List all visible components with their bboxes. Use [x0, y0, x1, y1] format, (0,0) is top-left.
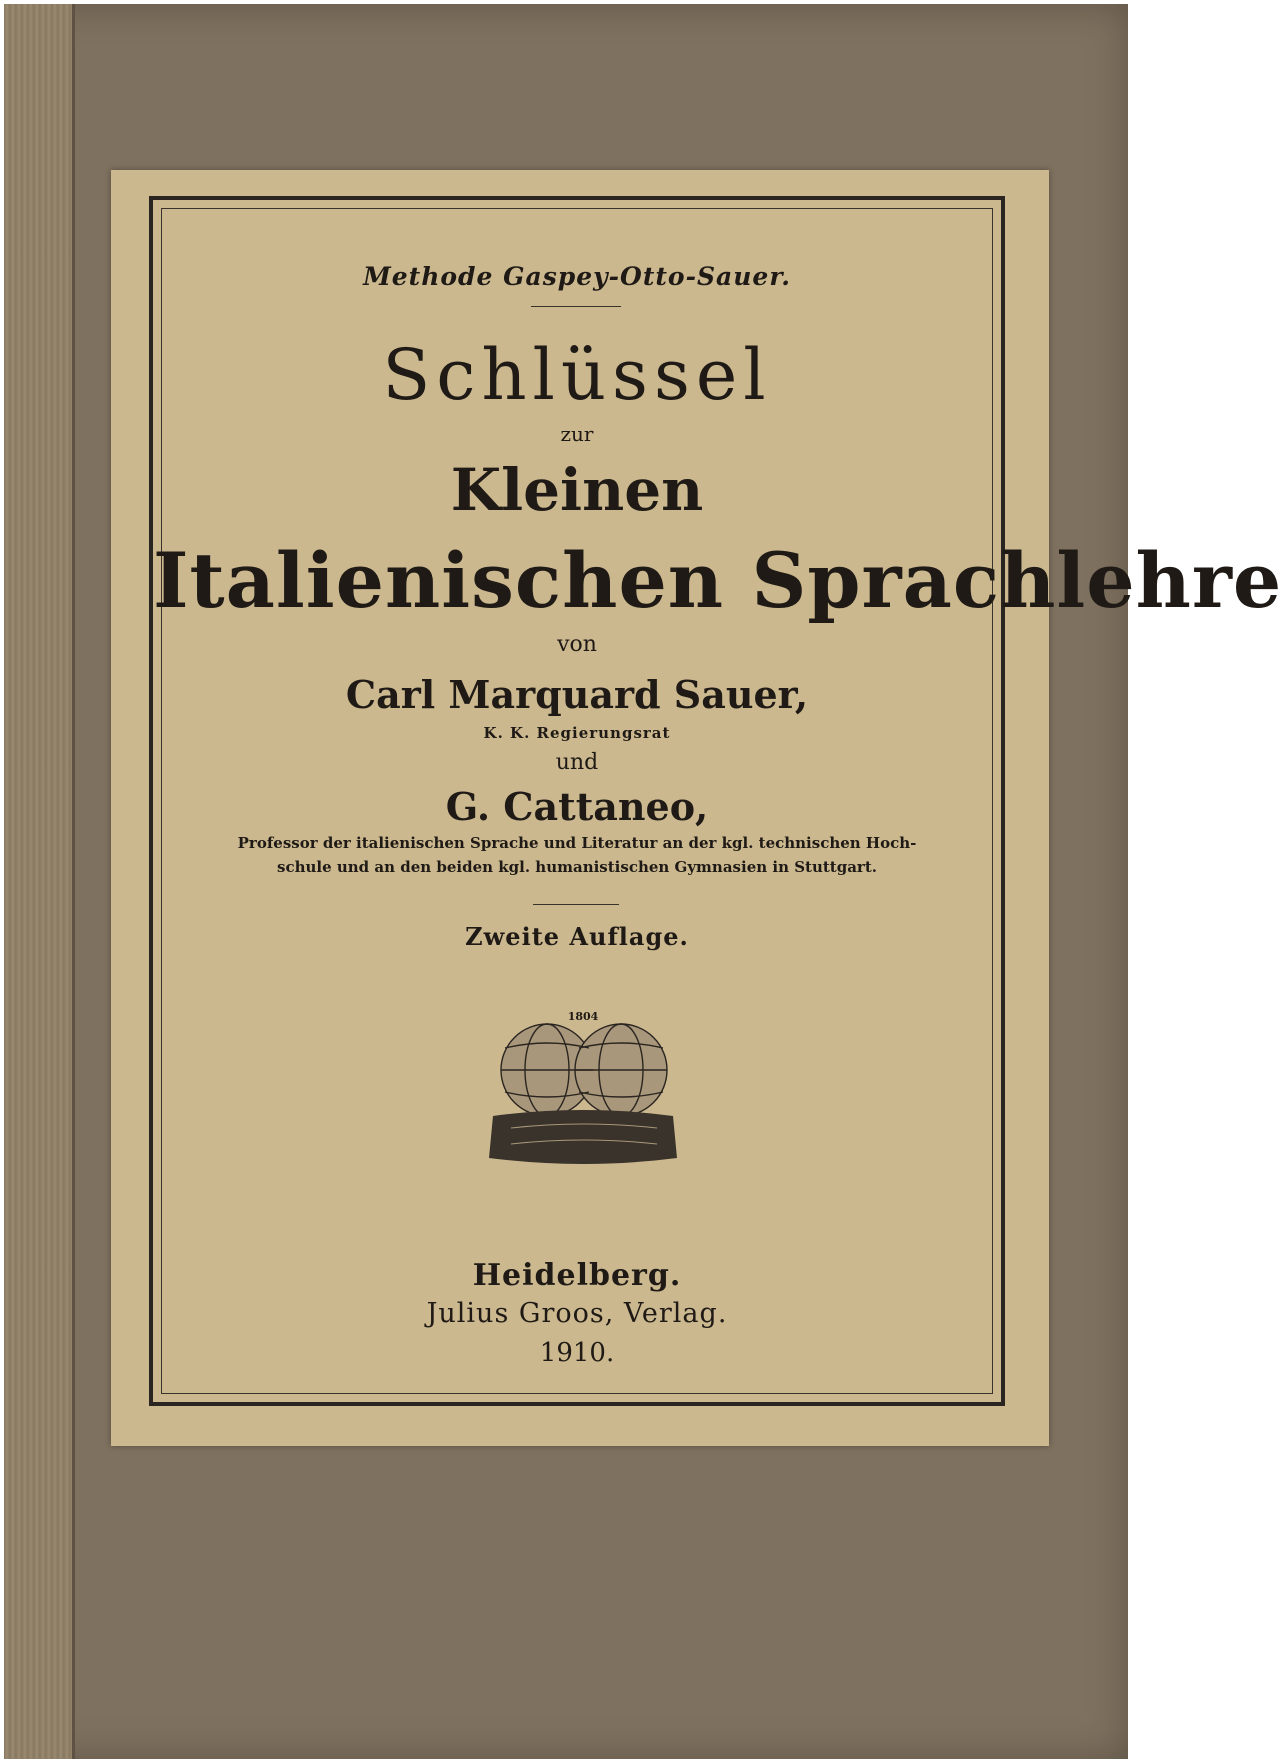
title-page-content: [153, 200, 1282, 1402]
imprint-city: Heidelberg.: [472, 1258, 682, 1293]
series-name: Methode Gaspey-Otto-Sauer.: [363, 262, 791, 291]
imprint-year: 1910.: [539, 1338, 615, 1368]
and-word: und: [555, 750, 599, 775]
label-frame: [149, 196, 1282, 1406]
title-schluessel: Schlüssel: [382, 334, 772, 416]
author-2-role-line-2: schule und an den beiden kgl. humanistischen Gymnasien in Stuttgart.: [277, 858, 877, 876]
book-spine: [4, 4, 75, 1759]
imprint-publisher: Julius Groos, Verlag.: [426, 1298, 728, 1329]
author-1-role: K. K. Regierungsrat: [483, 724, 671, 742]
edition: Zweite Auflage.: [465, 922, 689, 951]
twin-globes-emblem-icon: [481, 1008, 685, 1168]
emblem-year: 1804: [567, 1010, 599, 1023]
title-zur: zur: [560, 422, 594, 446]
title-main: Italienischen Sprachlehre: [153, 536, 1282, 625]
divider-bottom: [533, 904, 619, 905]
author-1: Carl Marquard Sauer,: [345, 672, 809, 717]
title-kleinen: Kleinen: [450, 456, 704, 524]
author-2-role-line-1: Professor der italienischen Sprache und Literatur an der kgl. technischen Hoch-: [237, 834, 917, 852]
divider-top: [531, 306, 621, 307]
by-word: von: [557, 632, 597, 657]
title-label: [111, 170, 1282, 1446]
book-cover: [4, 4, 1282, 1759]
author-2: G. Cattaneo,: [445, 784, 709, 829]
